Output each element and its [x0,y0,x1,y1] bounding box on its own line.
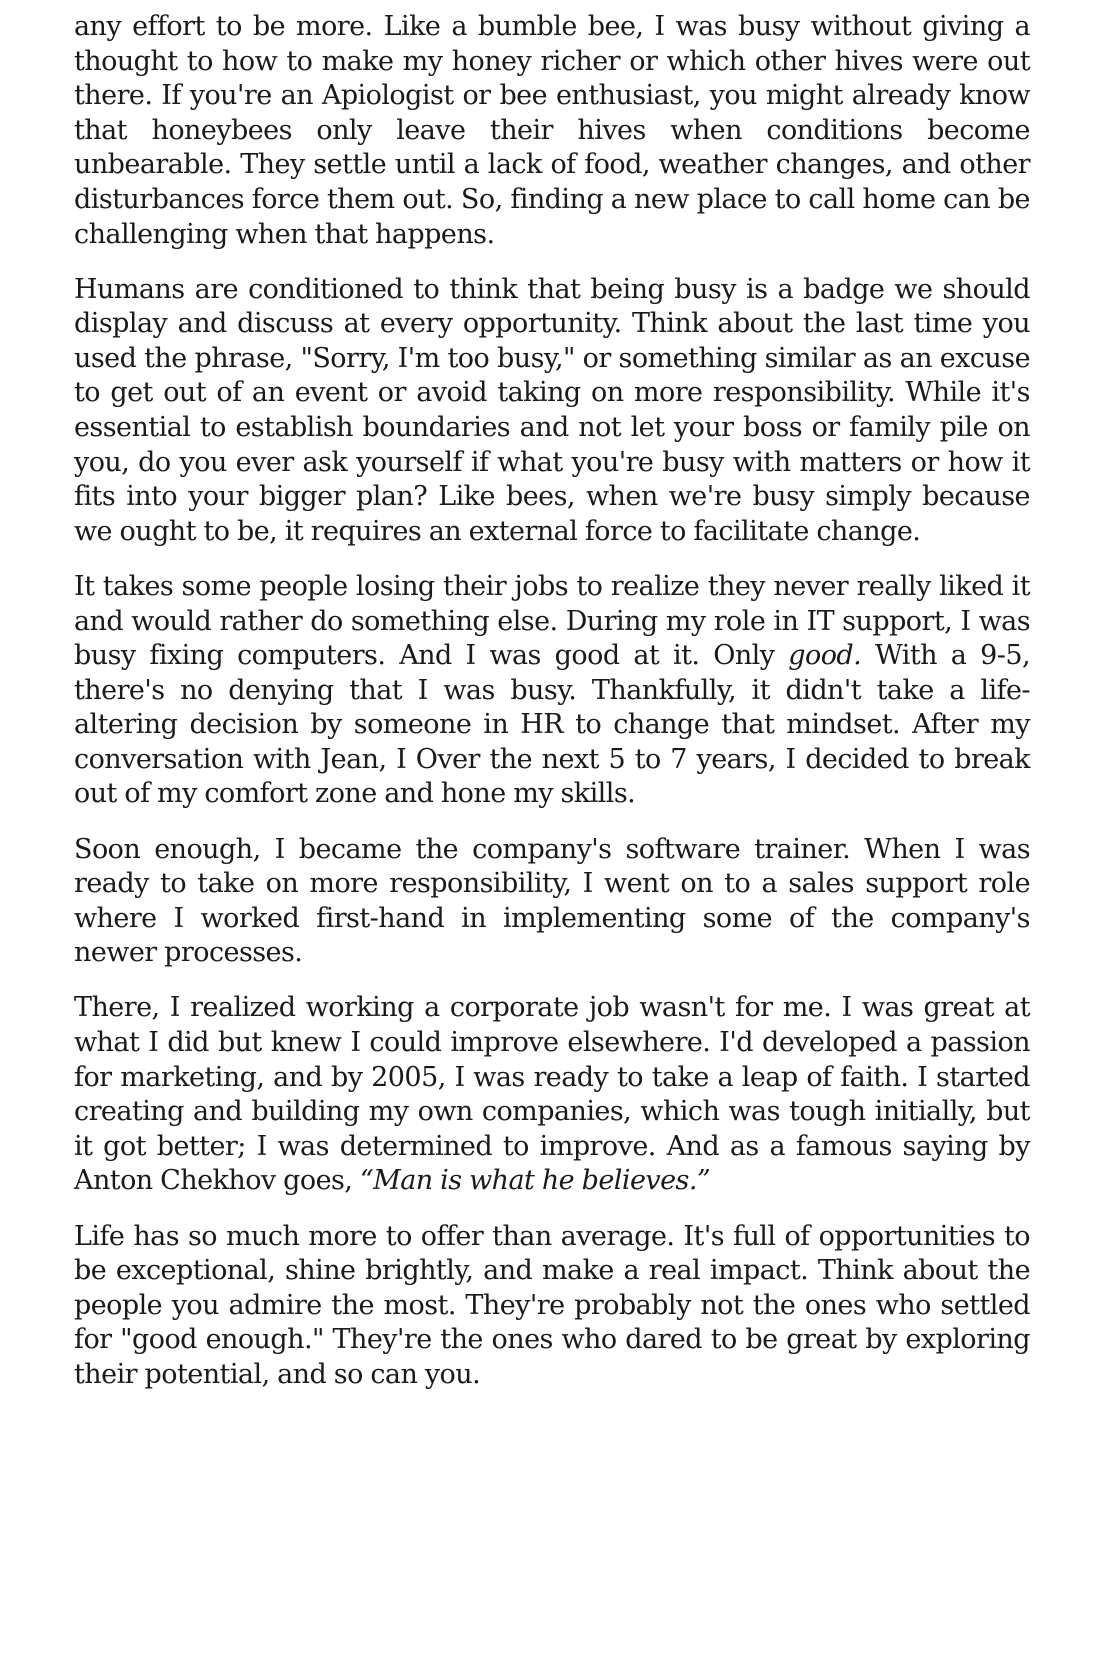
paragraph-text: With a 9-5, there's no denying that I was busy. Thankfully, it didn't take a life-altering decision by someone in HR to change that mindset. After my conversation with Jean, I Over the next 5 to 7 years, I decided to break out of my comfort zone and hone my skills. [74,640,1030,810]
paragraph-it-support [74,570,1030,812]
paragraph-software-trainer: Soon enough, I became the company's software trainer. When I was ready to take on more responsibility, I went on to a sales support role where I worked first-hand in implementing some of the company's newer processes. [74,833,1030,969]
paragraph-humans-busy: Humans are conditioned to think that being busy is a badge we should display and discuss at every opportunity. Think about the last time you used the phrase, "Sorry, I'm too busy," or something similar as an excuse to get out of an event or avoid taking on more responsibility. While it's essential to establish boundaries and not let your boss or family pile on you, do you ever ask yourself if what you're busy with matters or how it fits into your bigger plan? Like bees, when we're busy simply because we ought to be, it requires an external force to facilitate change. [74,273,1030,547]
paragraph-text: It takes some people losing their jobs to realize they never really liked it and would rather do something else. During my role in IT support, I was busy fixing computers. And I was good at it. Only [74,570,1030,672]
paragraph-bee-busy: any effort to be more. Like a bumble bee, I was busy without giving a thought to how to make my honey richer or which other hives were out there. If you're an Apiologist or bee enthusiast, you might already know that honeybees only leave their hives when conditions become unbearable. They settle until a lack of food, weather changes, and other disturbances force them out. So, finding a new place to call home can be challenging when that happens. [74,11,1030,250]
paragraph-life-offer: Life has so much more to offer than average. It's full of opportunities to be exceptional, shine brightly, and make a real impact. Think about the people you admire the most. They're probably not the ones who settled for "good enough." They're the ones who dared to be great by exploring their potential, and so can you. [74,1220,1030,1390]
emphasis-text: good. [788,640,862,672]
document-page [74,10,1030,1413]
quote-chekhov: “Man is what he believes.” [359,1165,711,1197]
paragraph-corporate-job [74,991,1030,1199]
paragraph-text: There, I realized working a corporate job wasn't for me. I was great at what I did but knew I could improve elsewhere. I'd developed a passion for marketing, and by 2005, I was ready to take a leap of faith. I started creating and building my own companies, which was tough initially, but it got better; I was determined to improve. And as a famous saying by Anton Chekhov goes, [74,992,1030,1197]
